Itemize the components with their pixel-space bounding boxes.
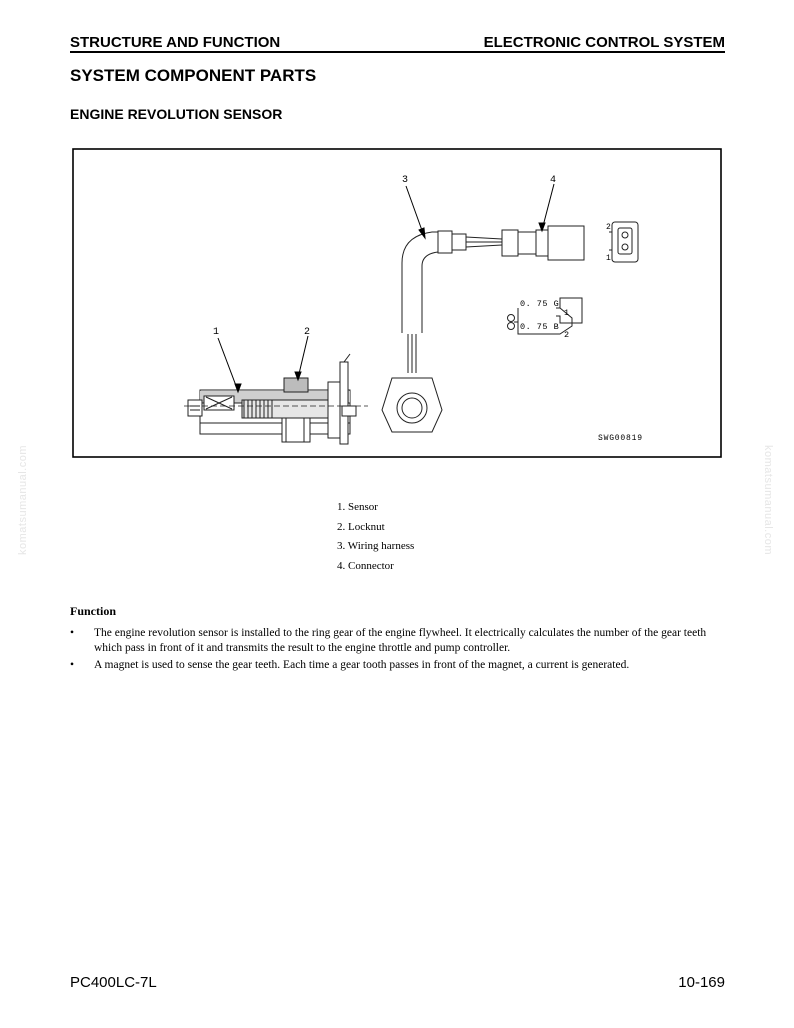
wire-pin-1: 1 bbox=[564, 308, 570, 318]
bullet-item bbox=[70, 626, 730, 655]
callout-4: 4 bbox=[550, 175, 557, 186]
callout-2: 2 bbox=[304, 327, 311, 338]
bullet-symbol: • bbox=[70, 659, 75, 671]
figure-code: SWG00819 bbox=[598, 434, 643, 443]
parts-legend bbox=[337, 500, 414, 579]
legend-item: 4. Connector bbox=[337, 560, 394, 573]
wire-label-1: 0. 75 G bbox=[520, 299, 560, 309]
footer-page-number: 10-169 bbox=[678, 974, 725, 991]
bullet-item bbox=[70, 658, 730, 673]
wire-pin-2: 2 bbox=[564, 330, 570, 340]
component-title: ENGINE REVOLUTION SENSOR bbox=[70, 106, 283, 122]
header-chapter-label: ELECTRONIC CONTROL SYSTEM bbox=[483, 34, 725, 51]
bullet-symbol: • bbox=[70, 627, 75, 639]
callout-3: 3 bbox=[402, 175, 409, 186]
watermark-left: komatsumanual.com bbox=[17, 445, 29, 555]
header-section-label: STRUCTURE AND FUNCTION bbox=[70, 34, 281, 51]
legend-item: 3. Wiring harness bbox=[337, 540, 415, 553]
function-bullets bbox=[70, 626, 730, 676]
function-heading: Function bbox=[70, 604, 117, 618]
callout-1: 1 bbox=[213, 327, 220, 338]
bullet-text: The engine revolution sensor is installed to the ring gear of the engine flywheel. It electrically calculates the number of the gear teeth which pass in front of it and transmits the result to the engine throttle and pump controller. bbox=[94, 627, 707, 654]
wire-label-2: 0. 75 B bbox=[520, 322, 560, 332]
legend-item: 2. Locknut bbox=[337, 520, 385, 533]
footer-model: PC400LC-7L bbox=[70, 974, 157, 991]
bullet-text: A magnet is used to sense the gear teeth. Each time a gear tooth passes in front of the magnet, a current is generated. bbox=[94, 659, 630, 671]
sensor-diagram bbox=[72, 148, 722, 458]
connector-pin-label-1: 1 bbox=[606, 254, 611, 263]
section-title: SYSTEM COMPONENT PARTS bbox=[70, 66, 317, 85]
watermark-right: komatsumanual.com bbox=[762, 445, 774, 555]
connector-pin-label-2: 2 bbox=[606, 223, 611, 232]
legend-item: 1. Sensor bbox=[337, 501, 378, 513]
header-rule bbox=[70, 51, 725, 53]
